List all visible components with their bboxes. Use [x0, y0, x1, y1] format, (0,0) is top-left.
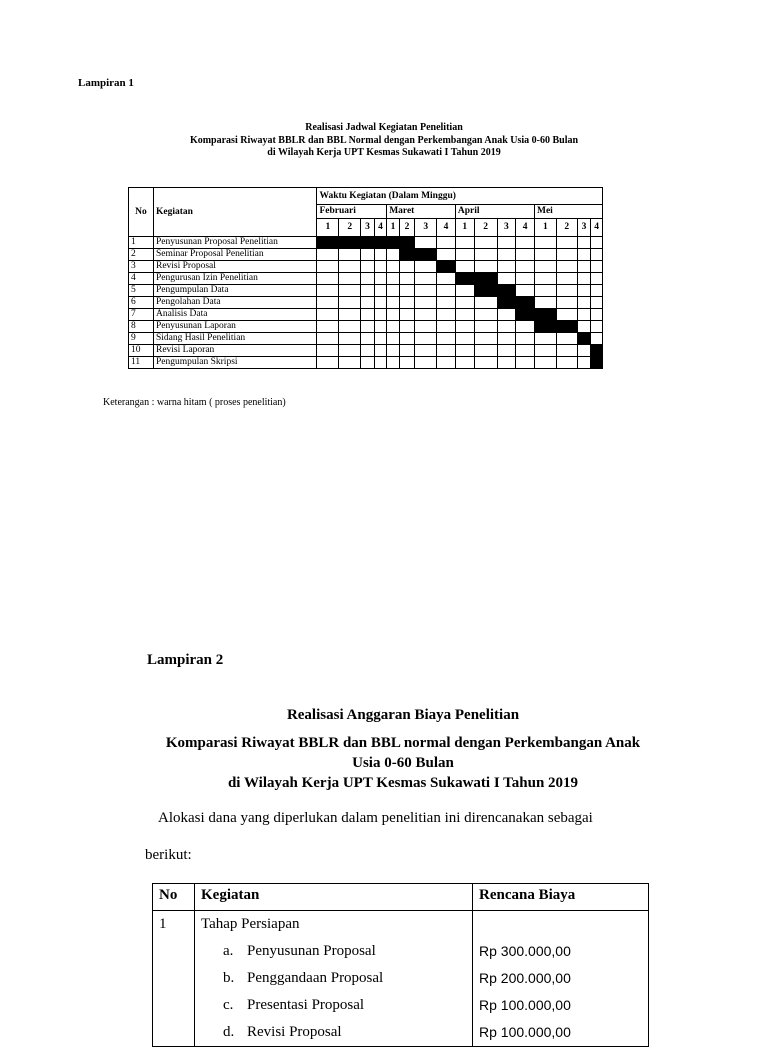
schedule-cell — [339, 357, 361, 369]
schedule-cell-active — [556, 321, 577, 333]
schedule-cell — [577, 321, 591, 333]
schedule-row-kegiatan: Pengolahan Data — [153, 297, 316, 309]
week-header-cell: 2 — [474, 219, 497, 237]
schedule-cell — [474, 237, 497, 249]
schedule-cell — [437, 321, 456, 333]
week-header-cell: 2 — [399, 219, 415, 237]
schedule-cell — [577, 297, 591, 309]
schedule-cell — [415, 237, 437, 249]
schedule-cell — [399, 321, 415, 333]
schedule-cell-active — [497, 285, 516, 297]
schedule-cell — [497, 249, 516, 261]
schedule-cell — [317, 261, 339, 273]
schedule-cell — [361, 297, 375, 309]
schedule-cell-active — [516, 297, 535, 309]
schedule-cell — [374, 345, 386, 357]
schedule-cell — [361, 357, 375, 369]
schedule-row-kegiatan: Analisis Data — [153, 309, 316, 321]
schedule-cell — [535, 297, 557, 309]
schedule-row-no: 7 — [129, 309, 154, 321]
schedule-cell — [317, 273, 339, 285]
schedule-cell-active — [474, 285, 497, 297]
schedule-cell — [415, 285, 437, 297]
schedule-cell — [437, 237, 456, 249]
schedule-cell — [516, 333, 535, 345]
schedule-cell — [591, 261, 603, 273]
schedule-cell — [415, 297, 437, 309]
schedule-cell — [455, 321, 474, 333]
schedule-body — [129, 237, 603, 369]
schedule-row — [129, 297, 603, 309]
schedule-cell — [387, 249, 399, 261]
schedule-row-no: 4 — [129, 273, 154, 285]
legend-note: Keterangan : warna hitam ( proses penelitian) — [103, 397, 286, 408]
schedule-cell — [455, 285, 474, 297]
schedule-cell — [535, 249, 557, 261]
budget-row — [153, 911, 649, 1047]
schedule-title-line-1: Realisasi Jadwal Kegiatan Penelitian — [305, 122, 463, 133]
schedule-cell — [361, 261, 375, 273]
schedule-row-no: 8 — [129, 321, 154, 333]
schedule-cell — [399, 333, 415, 345]
schedule-cell — [361, 321, 375, 333]
schedule-cell-active — [399, 249, 415, 261]
budget-title — [0, 705, 768, 793]
budget-intro-line-1: Alokasi dana yang diperlukan dalam penelitian ini direncanakan sebagai — [158, 810, 593, 826]
schedule-cell — [455, 333, 474, 345]
schedule-cell — [361, 333, 375, 345]
schedule-cell — [497, 333, 516, 345]
schedule-row — [129, 273, 603, 285]
schedule-cell — [497, 309, 516, 321]
schedule-cell — [339, 249, 361, 261]
schedule-cell — [591, 309, 603, 321]
schedule-title — [0, 122, 768, 160]
budget-item — [201, 938, 466, 965]
schedule-cell-active — [535, 321, 557, 333]
schedule-cell — [455, 261, 474, 273]
schedule-row — [129, 321, 603, 333]
schedule-cell — [399, 261, 415, 273]
schedule-cell — [317, 321, 339, 333]
budget-group-label: Tahap Persiapan — [201, 916, 300, 932]
schedule-cell — [374, 357, 386, 369]
schedule-cell — [317, 309, 339, 321]
schedule-cell — [339, 309, 361, 321]
month-mei: Mei — [535, 205, 603, 219]
budget-item-label: Penyusunan Proposal — [247, 943, 376, 959]
schedule-cell — [361, 345, 375, 357]
schedule-cell — [317, 357, 339, 369]
schedule-cell — [535, 285, 557, 297]
schedule-cell — [387, 261, 399, 273]
schedule-row — [129, 285, 603, 297]
budget-item — [201, 992, 466, 1019]
schedule-cell — [516, 261, 535, 273]
schedule-row-kegiatan: Sidang Hasil Penelitian — [153, 333, 316, 345]
schedule-cell — [474, 309, 497, 321]
budget-group-no-text: 1 — [159, 916, 167, 932]
budget-item-biaya: Rp 200.000,00 — [479, 970, 571, 986]
schedule-cell — [497, 345, 516, 357]
week-header-cell: 1 — [317, 219, 339, 237]
schedule-cell — [455, 297, 474, 309]
schedule-cell — [399, 357, 415, 369]
schedule-cell — [415, 345, 437, 357]
schedule-row-kegiatan: Pengumpulan Data — [153, 285, 316, 297]
schedule-row-no: 6 — [129, 297, 154, 309]
budget-item — [201, 1019, 466, 1046]
week-header-cell: 2 — [556, 219, 577, 237]
month-februari: Februari — [317, 205, 387, 219]
schedule-cell — [556, 261, 577, 273]
schedule-cell-active — [474, 273, 497, 285]
schedule-cell — [339, 273, 361, 285]
schedule-cell-active — [516, 309, 535, 321]
schedule-cell — [516, 285, 535, 297]
schedule-cell — [577, 285, 591, 297]
schedule-cell — [374, 285, 386, 297]
week-header-cell: 2 — [339, 219, 361, 237]
schedule-cell — [387, 357, 399, 369]
schedule-cell — [437, 333, 456, 345]
budget-col-no: No — [153, 884, 195, 911]
schedule-cell — [556, 345, 577, 357]
schedule-cell — [437, 285, 456, 297]
schedule-table — [128, 187, 603, 369]
schedule-cell — [556, 237, 577, 249]
schedule-cell — [556, 309, 577, 321]
schedule-row-no: 9 — [129, 333, 154, 345]
schedule-cell — [387, 297, 399, 309]
week-header-cell: 3 — [577, 219, 591, 237]
schedule-cell — [437, 297, 456, 309]
schedule-cell — [535, 345, 557, 357]
schedule-cell — [591, 249, 603, 261]
schedule-cell — [374, 333, 386, 345]
schedule-row-no: 1 — [129, 237, 154, 249]
schedule-cell — [387, 285, 399, 297]
week-header-cell: 4 — [516, 219, 535, 237]
schedule-cell — [516, 273, 535, 285]
schedule-cell — [399, 273, 415, 285]
week-header-cell: 4 — [437, 219, 456, 237]
schedule-cell — [535, 237, 557, 249]
budget-item-biaya: Rp 100.000,00 — [479, 997, 571, 1013]
schedule-cell — [437, 309, 456, 321]
budget-intro-line-2: berikut: — [145, 847, 192, 863]
month-april: April — [455, 205, 534, 219]
schedule-cell — [339, 261, 361, 273]
schedule-cell-active — [497, 297, 516, 309]
week-header-cell: 4 — [374, 219, 386, 237]
schedule-cell — [317, 297, 339, 309]
budget-table — [152, 883, 649, 1047]
budget-title-line-4: di Wilayah Kerja UPT Kesmas Sukawati I Tahun 2019 — [227, 775, 579, 791]
schedule-cell — [399, 345, 415, 357]
week-header-cell: 3 — [361, 219, 375, 237]
schedule-cell-active — [339, 237, 361, 249]
schedule-cell — [455, 357, 474, 369]
schedule-cell — [387, 345, 399, 357]
budget-item-letter: a. — [223, 943, 234, 959]
schedule-row — [129, 261, 603, 273]
schedule-cell — [455, 309, 474, 321]
schedule-cell — [556, 285, 577, 297]
schedule-cell — [474, 345, 497, 357]
week-header-cell: 1 — [535, 219, 557, 237]
schedule-cell — [415, 321, 437, 333]
schedule-cell — [535, 333, 557, 345]
week-header-cell: 3 — [415, 219, 437, 237]
schedule-row-kegiatan: Revisi Laporan — [153, 345, 316, 357]
schedule-cell — [339, 285, 361, 297]
lampiran-1-label: Lampiran 1 — [78, 77, 134, 89]
schedule-cell — [317, 285, 339, 297]
schedule-cell — [497, 237, 516, 249]
schedule-cell — [399, 285, 415, 297]
budget-group-no — [153, 911, 195, 1047]
schedule-col-kegiatan: Kegiatan — [153, 188, 316, 237]
schedule-row-kegiatan: Penyusunan Laporan — [153, 321, 316, 333]
budget-item — [201, 965, 466, 992]
week-header-cell: 3 — [497, 219, 516, 237]
schedule-cell-active — [415, 249, 437, 261]
budget-title-line-2: Komparasi Riwayat BBLR dan BBL normal dengan Perkembangan Anak — [165, 735, 641, 751]
budget-item-biaya: Rp 300.000,00 — [479, 943, 571, 959]
schedule-cell — [374, 261, 386, 273]
schedule-cell — [516, 345, 535, 357]
schedule-cell — [339, 333, 361, 345]
schedule-cell — [516, 321, 535, 333]
schedule-col-waktu: Waktu Kegiatan (Dalam Minggu) — [317, 188, 603, 205]
schedule-cell — [399, 297, 415, 309]
schedule-row-kegiatan: Penyusunan Proposal Penelitian — [153, 237, 316, 249]
schedule-cell — [387, 333, 399, 345]
schedule-cell — [591, 321, 603, 333]
schedule-cell-active — [577, 333, 591, 345]
schedule-cell — [374, 297, 386, 309]
budget-group-kegiatan — [195, 911, 473, 1047]
schedule-cell — [577, 273, 591, 285]
schedule-cell — [516, 249, 535, 261]
week-header-cell: 1 — [455, 219, 474, 237]
schedule-cell — [387, 309, 399, 321]
schedule-row — [129, 237, 603, 249]
schedule-row-kegiatan: Revisi Proposal — [153, 261, 316, 273]
budget-item-label: Revisi Proposal — [247, 1024, 342, 1040]
schedule-cell — [474, 297, 497, 309]
schedule-cell — [497, 357, 516, 369]
schedule-row-no: 5 — [129, 285, 154, 297]
schedule-cell — [455, 249, 474, 261]
budget-item-letter: d. — [223, 1024, 235, 1040]
schedule-cell — [577, 309, 591, 321]
schedule-cell — [474, 261, 497, 273]
schedule-row-kegiatan: Pengumpulan Skripsi — [153, 357, 316, 369]
schedule-row — [129, 333, 603, 345]
budget-item-biaya: Rp 100.000,00 — [479, 1024, 571, 1040]
schedule-cell — [317, 345, 339, 357]
budget-item-label: Presentasi Proposal — [247, 997, 365, 1013]
budget-item-label: Penggandaan Proposal — [247, 970, 384, 986]
schedule-cell — [516, 357, 535, 369]
schedule-cell-active — [455, 273, 474, 285]
schedule-cell — [361, 309, 375, 321]
schedule-cell — [577, 237, 591, 249]
schedule-cell — [474, 357, 497, 369]
schedule-cell — [474, 321, 497, 333]
schedule-cell-active — [374, 237, 386, 249]
schedule-cell — [591, 297, 603, 309]
schedule-cell — [339, 345, 361, 357]
schedule-cell — [415, 309, 437, 321]
schedule-cell-active — [591, 357, 603, 369]
schedule-cell — [497, 261, 516, 273]
schedule-cell — [556, 357, 577, 369]
schedule-cell — [374, 309, 386, 321]
schedule-cell — [317, 249, 339, 261]
schedule-cell-active — [535, 309, 557, 321]
schedule-cell — [437, 249, 456, 261]
schedule-row — [129, 309, 603, 321]
schedule-cell — [577, 357, 591, 369]
schedule-cell — [556, 273, 577, 285]
schedule-cell — [317, 333, 339, 345]
schedule-col-no: No — [129, 188, 154, 237]
schedule-cell-active — [437, 261, 456, 273]
schedule-cell — [535, 357, 557, 369]
schedule-cell — [535, 261, 557, 273]
budget-col-biaya: Rencana Biaya — [473, 884, 649, 911]
budget-biaya-cell — [473, 911, 649, 1047]
budget-item-letter: c. — [223, 997, 234, 1013]
week-header-cell: 4 — [591, 219, 603, 237]
budget-title-line-1: Realisasi Anggaran Biaya Penelitian — [286, 707, 520, 723]
schedule-cell — [591, 237, 603, 249]
schedule-cell — [577, 249, 591, 261]
schedule-cell — [437, 357, 456, 369]
week-header-cell: 1 — [387, 219, 399, 237]
schedule-cell — [556, 249, 577, 261]
schedule-row-no: 3 — [129, 261, 154, 273]
schedule-cell — [497, 321, 516, 333]
schedule-cell — [437, 273, 456, 285]
schedule-cell-active — [399, 237, 415, 249]
schedule-cell — [339, 321, 361, 333]
schedule-cell — [535, 273, 557, 285]
schedule-cell — [361, 249, 375, 261]
schedule-cell — [415, 333, 437, 345]
schedule-row-no: 2 — [129, 249, 154, 261]
schedule-cell — [387, 273, 399, 285]
schedule-row-kegiatan: Pengurusan Izin Penelitian — [153, 273, 316, 285]
schedule-row — [129, 345, 603, 357]
schedule-cell — [339, 297, 361, 309]
schedule-row — [129, 357, 603, 369]
schedule-cell — [387, 321, 399, 333]
schedule-cell — [497, 273, 516, 285]
schedule-cell — [455, 345, 474, 357]
schedule-cell — [474, 333, 497, 345]
schedule-cell — [374, 273, 386, 285]
schedule-cell — [455, 237, 474, 249]
schedule-cell — [474, 249, 497, 261]
schedule-cell — [399, 309, 415, 321]
schedule-cell — [591, 333, 603, 345]
month-maret: Maret — [387, 205, 456, 219]
budget-col-kegiatan: Kegiatan — [195, 884, 473, 911]
schedule-row — [129, 249, 603, 261]
schedule-cell — [374, 321, 386, 333]
schedule-cell — [516, 237, 535, 249]
budget-title-line-3: Usia 0-60 Bulan — [352, 755, 454, 771]
lampiran-2-label: Lampiran 2 — [147, 652, 224, 668]
schedule-cell — [415, 273, 437, 285]
schedule-cell — [591, 285, 603, 297]
schedule-row-kegiatan: Seminar Proposal Penelitian — [153, 249, 316, 261]
schedule-cell-active — [387, 237, 399, 249]
schedule-cell — [361, 285, 375, 297]
schedule-cell — [415, 357, 437, 369]
schedule-cell — [415, 261, 437, 273]
schedule-row-no: 11 — [129, 357, 154, 369]
schedule-cell — [591, 273, 603, 285]
schedule-cell — [361, 273, 375, 285]
schedule-title-line-3: di Wilayah Kerja UPT Kesmas Sukawati I Tahun 2019 — [267, 147, 501, 158]
schedule-cell — [577, 261, 591, 273]
schedule-cell — [437, 345, 456, 357]
schedule-cell-active — [591, 345, 603, 357]
schedule-cell-active — [317, 237, 339, 249]
schedule-cell-active — [361, 237, 375, 249]
schedule-row-no: 10 — [129, 345, 154, 357]
schedule-cell — [577, 345, 591, 357]
schedule-title-line-2: Komparasi Riwayat BBLR dan BBL Normal dengan Perkembangan Anak Usia 0-60 Bulan — [189, 134, 579, 146]
budget-item-letter: b. — [223, 970, 235, 986]
schedule-cell — [556, 297, 577, 309]
schedule-cell — [374, 249, 386, 261]
schedule-cell — [556, 333, 577, 345]
